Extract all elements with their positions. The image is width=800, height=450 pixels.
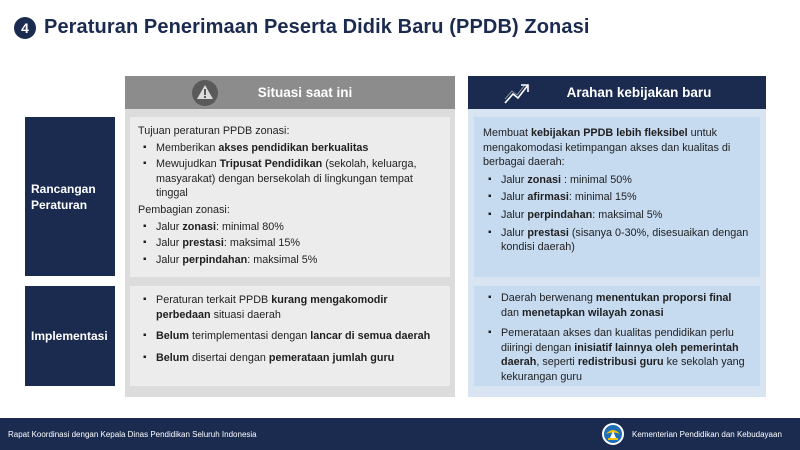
- list-item: ▪ Jalur zonasi: minimal 80%: [138, 220, 442, 235]
- division-intro: Pembagian zonasi:: [138, 203, 230, 216]
- current-regulation-box: [130, 117, 450, 277]
- list-item: ▪ Jalur perpindahan: maksimal 5%: [138, 253, 442, 268]
- goals-intro: Tujuan peraturan PPDB zonasi:: [138, 125, 290, 137]
- row-label-draft-regulation: [25, 117, 115, 276]
- title-row: [14, 16, 589, 39]
- trend-arrow-icon: [502, 79, 532, 107]
- new-implementation-box: [474, 286, 760, 386]
- list-item: ▪ Peraturan terkait PPDB kurang mengakomodir perbedaan situasi daerah: [138, 293, 442, 322]
- list-item: ▪ Belum disertai dengan pemerataan jumlah guru: [138, 351, 442, 366]
- footer-ministry-name: Kementerian Pendidikan dan Kebudayaan: [632, 429, 782, 439]
- division-list: [138, 220, 442, 268]
- current-implementation-box: [130, 286, 450, 386]
- list-item: ▪ Pemerataan akses dan kualitas pendidikan perlu diiringi dengan inisiatif lainnya oleh pemerintah daerah, seperti redistribusi guru ke sekolah yang kekurangan guru: [483, 326, 752, 384]
- list-item: ▪ Belum terimplementasi dengan lancar di semua daerah: [138, 329, 442, 344]
- list-item: ▪ Daerah berwenang menentukan proporsi final dan menetapkan wilayah zonasi: [483, 291, 752, 320]
- list-item: ▪ Jalur afirmasi: minimal 15%: [483, 190, 752, 205]
- column-header-current: [125, 76, 455, 109]
- list-item: ▪ Jalur zonasi : minimal 50%: [483, 173, 752, 188]
- new-regulation-box: [474, 117, 760, 277]
- warning-icon: [191, 79, 219, 107]
- column-header-new: [468, 76, 766, 109]
- column-title-new: Arahan kebijakan baru: [566, 85, 712, 100]
- footer-meeting-title: Rapat Koordinasi dengan Kepala Dinas Pendidikan Seluruh Indonesia: [8, 429, 257, 439]
- new-implementation-list: [483, 291, 752, 385]
- tut-wuri-handayani-logo: [601, 422, 625, 446]
- new-policy-intro: Membuat kebijakan PPDB lebih fleksibel untuk mengakomodasi ketimpangan akses dan kualitas di berbagai daerah:: [483, 127, 731, 169]
- row-label-line: Implementasi: [31, 329, 108, 343]
- list-item: ▪ Mewujudkan Tripusat Pendidikan (sekolah, keluarga, masyarakat) dengan bersekolah di lingkungan tempat tinggal: [138, 157, 442, 201]
- row-label-implementation: [25, 286, 115, 386]
- new-division-list: [483, 173, 752, 255]
- list-item: ▪ Jalur prestasi (sisanya 0-30%, disesuaikan dengan kondisi daerah): [483, 226, 752, 255]
- section-number-badge: 4: [14, 17, 36, 39]
- list-item: ▪ Jalur prestasi: maksimal 15%: [138, 236, 442, 251]
- goals-list: [138, 141, 442, 201]
- implementation-list: [138, 293, 442, 365]
- column-title-current: Situasi saat ini: [257, 85, 353, 100]
- footer-bar: [0, 418, 800, 450]
- row-label-line: Peraturan: [31, 197, 88, 212]
- list-item: ▪ Jalur perpindahan: maksimal 5%: [483, 208, 752, 223]
- list-item: ▪ Memberikan akses pendidikan berkualitas: [138, 141, 442, 156]
- page-title: Peraturan Penerimaan Peserta Didik Baru (PPDB) Zonasi: [44, 16, 590, 38]
- row-label-line: Rancangan: [31, 181, 96, 196]
